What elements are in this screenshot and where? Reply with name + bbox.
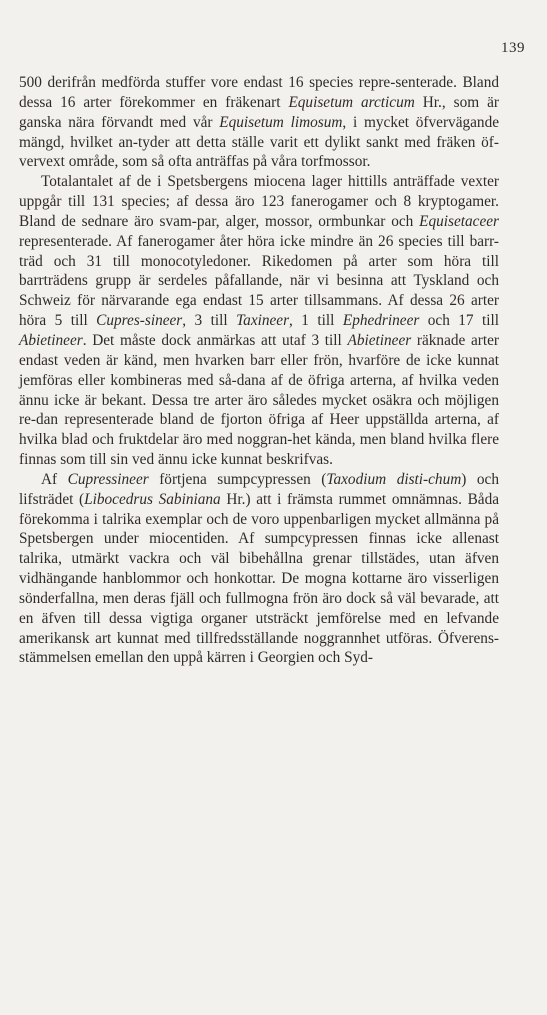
italic-text: Equisetaceer: [419, 212, 499, 230]
italic-text: Abietineer: [19, 331, 83, 349]
text-run: räknade arter endast veden är känd, men hvarken barr eller frön, hvarföre de icke kunnat jemföras eller kombineras med så-dana af de öfriga arterna, af hvilka veden ännu icke är bekant. Dessa tre arter äro således mycket osäkra och möjligen re-dan representerade bland de fjorton öfriga af Heer uppställda arterna, af hvilka blad och fruktdelar äro med noggran-het kända, men bland hvilka flere finnas som till sin ved ännu icke kunnat beskrifvas.: [19, 331, 500, 469]
paragraph: [19, 470, 499, 668]
text-run: Af: [41, 470, 68, 488]
text-run: . Det måste dock anmärkas att utaf 3 till: [82, 331, 348, 349]
text-run: Hr.) att i främsta rummet omnämnas. Båda förekomma i talrika exemplar och de voro uppenbarligen mycket allmänna på Spetsbergen under miocentiden. Af sumpcypressen finnas icke allenast talrika, utmärkt vackra och väl bibehållna grenar tillstädes, utan äfven vidhängande hanblommor och honkottar. De mogna kottarne äro visserligen sönderfallna, men deras fjäll och fullmogna frön äro dock så väl bevarade, att en äfven till dessa vigtiga organer utsträckt jemförelse med en lefvande amerikansk art kunnat med tillfredsställande noggrannhet utföras. Öfverens-stämmelsen emellan den uppå kärren i Georgien och Syd-: [19, 490, 500, 667]
italic-text: Cupres-sineer: [96, 312, 183, 330]
text-run: , 1 till: [289, 312, 343, 330]
italic-text: Equisetum arcticum: [288, 93, 415, 111]
text-run: Hr., som är ganska nära förvandt med vår: [19, 93, 499, 131]
italic-text: Abietineer: [347, 331, 412, 349]
italic-text: Ephedrineer: [342, 312, 420, 330]
text-run: ) och lifsträdet (: [19, 470, 499, 508]
text-run: , 3 till: [182, 312, 237, 330]
text-run: , i mycket öfvervägande mängd, hvilket an-tyder att detta ställe varit ett dylikt sankt med fräken öf-vervext område, som så ofta anträffas på våra torfmossor.: [19, 113, 500, 171]
text-run: förtjena sumpcypressen (: [148, 470, 327, 488]
italic-text: Libocedrus Sabiniana: [84, 490, 221, 508]
paragraph: [19, 73, 499, 172]
text-run: och 17 till: [419, 312, 500, 330]
paragraph: [19, 172, 499, 470]
italic-text: Cupressineer: [67, 470, 149, 488]
italic-text: Equisetum limosum: [219, 113, 343, 131]
italic-text: Taxodium disti-chum: [326, 470, 462, 488]
text-run: Totalantalet af de i Spetsbergens miocena lager hittills anträffade vexter uppgår till 131 species; af dessa äro 123 fanerogamer och 8 kryptogamer. Bland de sednare äro svam-par, alger, mossor, ormbunkar och: [19, 173, 499, 230]
italic-text: Taxineer: [236, 312, 290, 330]
body-text: [19, 73, 499, 668]
page-number: 139: [501, 40, 525, 56]
text-run: representerade. Af fanerogamer åter höra icke mindre än 26 species till barr-träd och 31 till monocotyledoner. Rikedomen på arter som höra till barrträdens grupp är serdeles påfallande, när vi besinna att Tyskland och Schweiz för närvarande ega endast 15 arter tillsammans. Af dessa 26 arter höra 5 till: [19, 232, 499, 330]
text-run: 500 derifrån medförda stuffer vore endast 16 species repre-senterade. Bland dessa 16 arter förekommer en fräkenart: [19, 74, 499, 111]
